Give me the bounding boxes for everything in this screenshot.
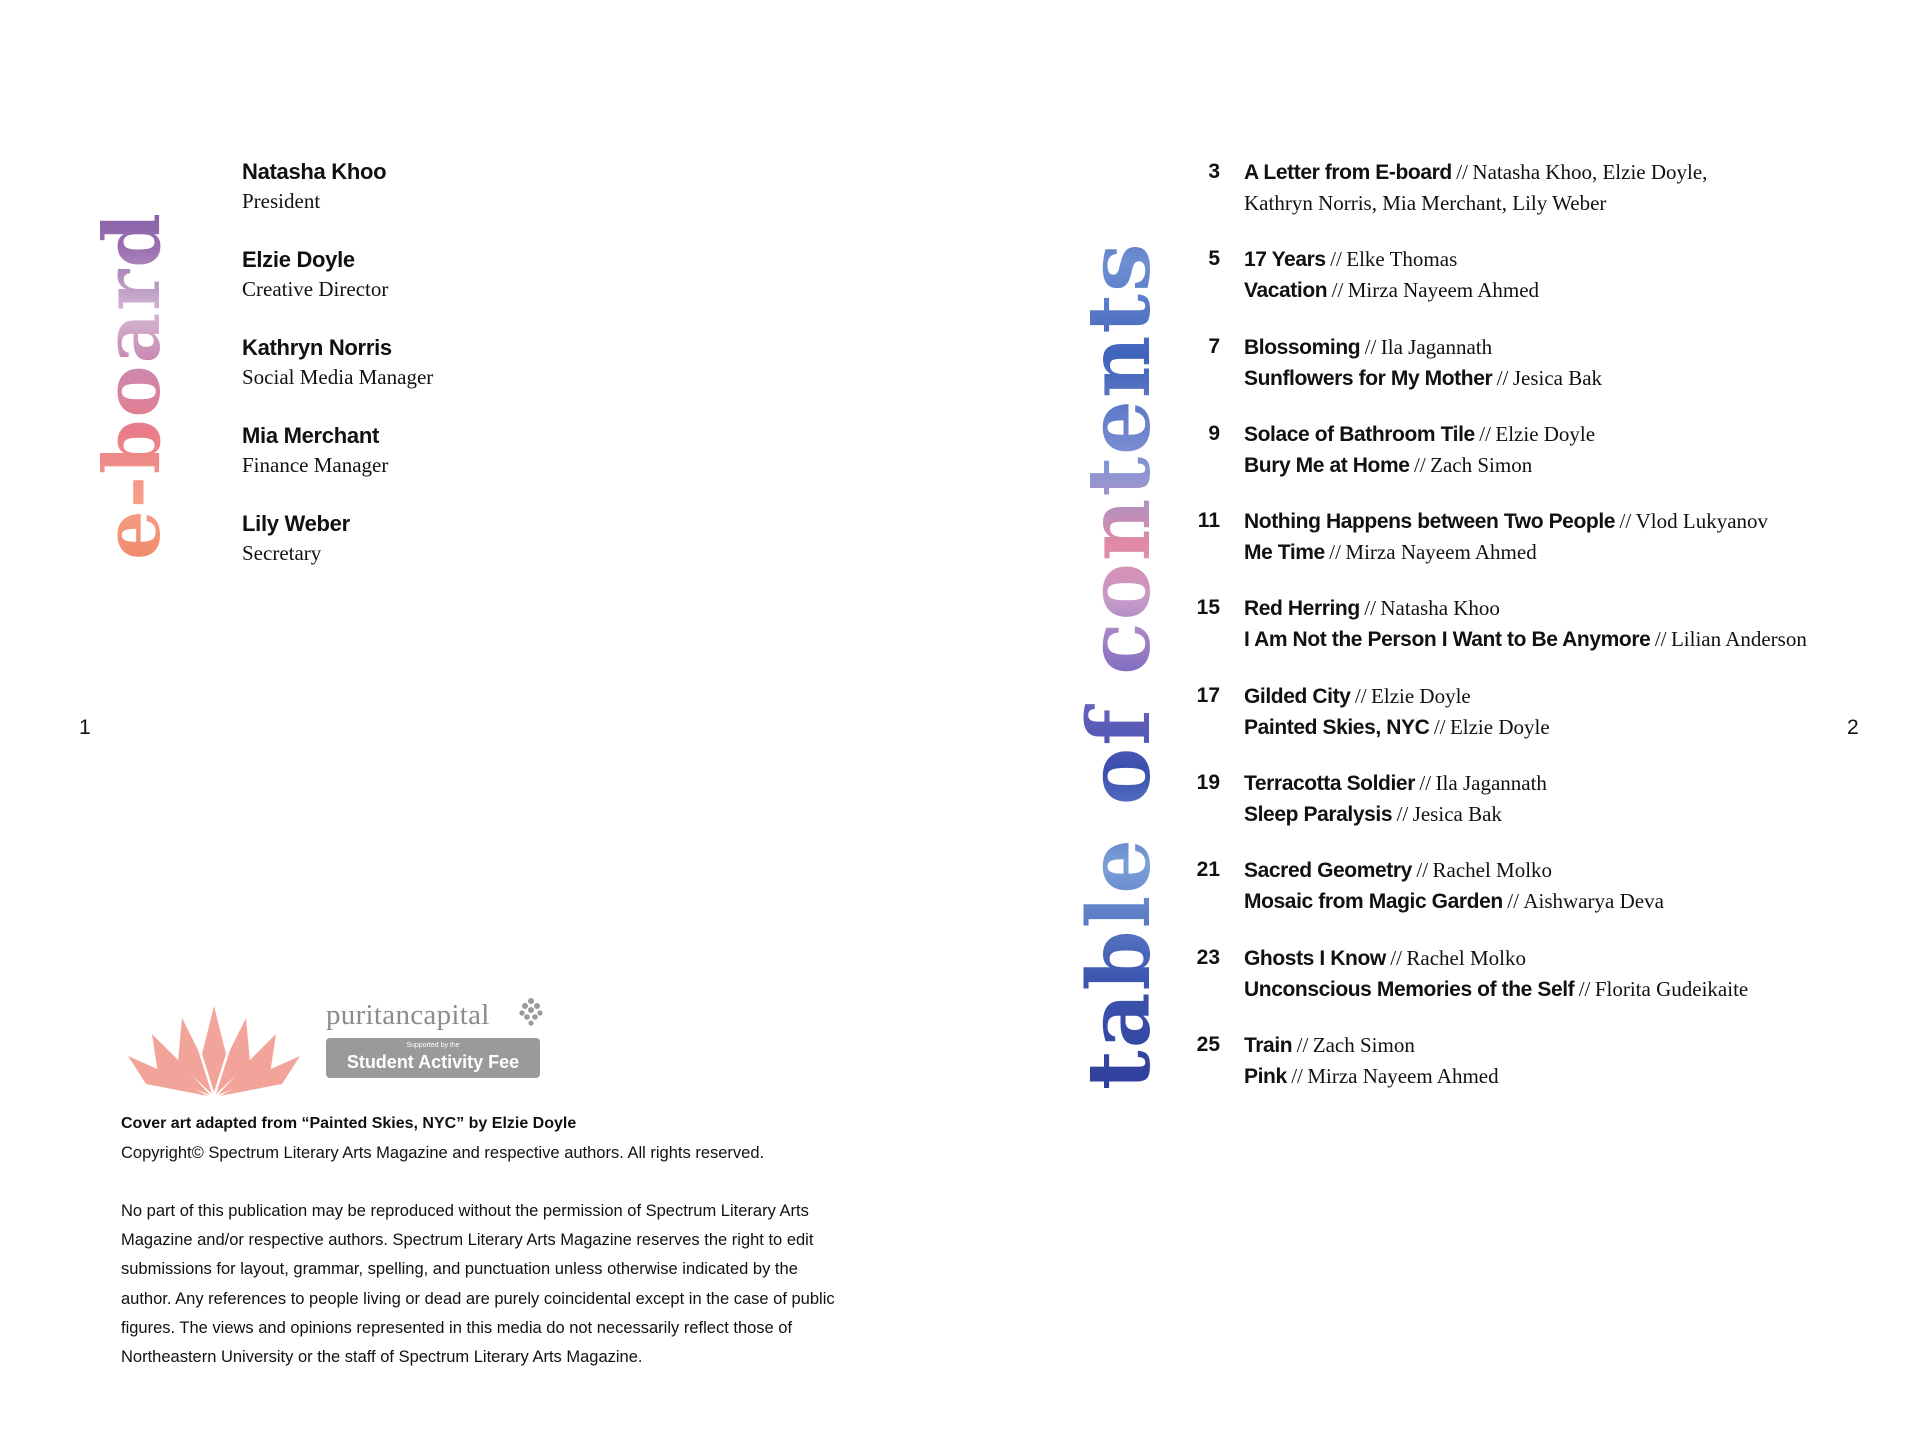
toc-separator: // — [1414, 452, 1426, 477]
toc-title: Sunflowers for My Mother — [1244, 366, 1493, 390]
member-name: Natasha Khoo — [242, 159, 387, 184]
toc-entry — [1244, 594, 1904, 625]
toc-separator: // — [1291, 1063, 1303, 1088]
eboard-member-list — [242, 158, 433, 598]
member-name: Lily Weber — [242, 511, 350, 536]
fee-badge-label: Student Activity Fee — [346, 1052, 520, 1072]
toc-page-number: 7 — [1208, 334, 1220, 358]
toc-title: Sleep Paralysis — [1244, 803, 1393, 827]
toc-title: Train — [1244, 1033, 1293, 1057]
toc-title: I Am Not the Person I Want to Be Anymore — [1244, 628, 1651, 652]
member-name: Elzie Doyle — [242, 247, 355, 272]
toc-entry — [1244, 975, 1904, 1006]
toc-page-number: 23 — [1196, 945, 1220, 969]
toc-entry — [1244, 713, 1904, 744]
toc-title: Me Time — [1244, 541, 1325, 565]
toc-author: Elzie Doyle — [1449, 714, 1550, 739]
toc-title: 17 Years — [1244, 248, 1326, 272]
toc-page-number: 19 — [1196, 771, 1220, 795]
puritan-capital-logo — [326, 998, 546, 1078]
member-role: President — [242, 189, 321, 213]
toc-page-number: 11 — [1197, 509, 1220, 533]
eboard-member — [242, 158, 433, 246]
toc-author: Elke Thomas — [1346, 247, 1458, 272]
member-role: Finance Manager — [242, 453, 389, 477]
toc-separator: // — [1331, 278, 1344, 303]
toc-author: Mirza Nayeem Ahmed — [1345, 540, 1537, 565]
toc-author: Vlod Lukyanov — [1635, 509, 1769, 534]
toc-separator: // — [1416, 858, 1429, 883]
toc-separator: // — [1419, 771, 1432, 796]
toc-author: Mirza Nayeem Ahmed — [1347, 278, 1540, 303]
toc-title: Painted Skies, NYC — [1244, 715, 1430, 739]
cover-credit: Cover art adapted from “Painted Skies, NYC” by Elzie Doyle — [121, 1115, 577, 1132]
member-name: Mia Merchant — [242, 423, 379, 448]
toc-separator: // — [1456, 160, 1468, 184]
toc-title: Terracotta Soldier — [1244, 772, 1415, 796]
toc-author: Zach Simon — [1312, 1032, 1415, 1057]
toc-separator: // — [1507, 889, 1519, 914]
eboard-member — [242, 422, 433, 510]
toc-author: Jesica Bak — [1512, 365, 1603, 390]
member-role: Secretary — [242, 541, 322, 565]
toc-title: Red Herring — [1244, 597, 1360, 621]
toc-title: Nothing Happens between Two People — [1244, 510, 1616, 534]
toc-separator: // — [1654, 627, 1667, 652]
toc-author: Jesica Bak — [1412, 802, 1502, 827]
page-number-right: 2 — [1847, 716, 1859, 739]
toc-separator: // — [1496, 365, 1509, 390]
member-name: Kathryn Norris — [242, 335, 392, 360]
toc-author-continuation: Kathryn Norris, Mia Merchant, Lily Weber — [1244, 191, 1607, 215]
toc-title: A Letter from E-board — [1244, 161, 1452, 184]
toc-page-number: 17 — [1196, 683, 1220, 707]
eboard-member — [242, 246, 433, 334]
toc-separator: // — [1364, 334, 1377, 359]
toc-separator: // — [1619, 509, 1632, 534]
toc-separator: // — [1354, 683, 1367, 708]
eboard-heading: e-board — [88, 160, 178, 560]
toc-separator: // — [1364, 596, 1376, 621]
toc-entry — [1244, 625, 1904, 656]
toc-page-number: 25 — [1196, 1032, 1220, 1056]
toc-entry — [1244, 507, 1904, 538]
member-role: Social Media Manager — [242, 365, 434, 389]
toc-author: Natasha Khoo — [1380, 596, 1500, 621]
puritan-name: puritancapital — [326, 999, 490, 1031]
toc-entry — [1244, 1062, 1904, 1093]
toc-entry — [1244, 538, 1904, 569]
toc-author: Rachel Molko — [1406, 945, 1526, 970]
member-role: Creative Director — [242, 277, 389, 301]
toc-author: Ila Jagannath — [1435, 771, 1547, 796]
toc-entry — [1244, 856, 1904, 887]
toc-author: Zach Simon — [1430, 452, 1533, 477]
toc-entry — [1244, 333, 1904, 364]
toc-separator: // — [1329, 540, 1341, 565]
toc-page-number: 5 — [1208, 247, 1220, 271]
toc-author: Rachel Molko — [1432, 858, 1553, 883]
toc-author: Elzie Doyle — [1371, 683, 1471, 708]
toc-title: Blossoming — [1244, 335, 1361, 359]
toc-title: Solace of Bathroom Tile — [1244, 422, 1475, 446]
toc-entry — [1244, 276, 1904, 307]
toc-title: Mosaic from Magic Garden — [1244, 890, 1503, 914]
toc-author: Elzie Doyle — [1495, 421, 1596, 446]
toc-entry — [1244, 682, 1904, 713]
toc-author: Aishwarya Deva — [1523, 889, 1664, 914]
toc-entry — [1244, 451, 1904, 482]
table-of-contents-heading: table of contents — [1072, 150, 1168, 1090]
toc-entry — [1244, 769, 1904, 800]
toc-separator: // — [1479, 421, 1491, 446]
page-number-left: 1 — [79, 716, 91, 739]
toc-author: Mirza Nayeem Ahmed — [1307, 1063, 1499, 1088]
toc-author: Florita Gudeikaite — [1594, 976, 1749, 1001]
toc-separator: // — [1330, 247, 1342, 272]
toc-separator: // — [1396, 802, 1409, 827]
copyright-notice: Copyright© Spectrum Literary Arts Magazine and respective authors. All rights reserved. — [121, 1144, 765, 1162]
fee-badge-caption: Supported by the — [406, 1042, 460, 1049]
toc-entry — [1244, 800, 1904, 831]
toc-entry — [1244, 944, 1904, 975]
toc-title: Pink — [1244, 1064, 1287, 1088]
toc-separator: // — [1390, 945, 1402, 970]
toc-separator: // — [1296, 1032, 1309, 1057]
eboard-member — [242, 510, 433, 598]
pinecone-icon — [516, 996, 546, 1030]
toc-separator: // — [1433, 714, 1446, 739]
toc-page-number: 21 — [1196, 858, 1220, 882]
toc-separator: // — [1578, 976, 1591, 1001]
toc-author: Natasha Khoo, Elzie Doyle, — [1472, 160, 1708, 184]
disclaimer-paragraph: No part of this publication may be reproduced without the permission of Spectrum Literary Arts Magazine and/or respective authors. Spectrum Literary Arts Magazine reserves the right to edit submissions for layout, grammar, spelling, and punctuation unless otherwise indicated by the author. Any references to people living or dead are purely coincidental except in the case of public figures. The views and opinions represented in this media do not necessarily reflect those of Northeastern University or the staff of Spectrum Literary Arts Magazine. — [121, 1202, 835, 1367]
toc-page-number: 3 — [1208, 160, 1220, 183]
toc-entry — [1244, 420, 1904, 451]
toc-page-number: 15 — [1196, 596, 1220, 620]
toc-title: Vacation — [1244, 279, 1328, 303]
eboard-member — [242, 334, 433, 422]
toc-title: Bury Me at Home — [1244, 453, 1410, 477]
toc-entry — [1244, 364, 1904, 395]
student-activity-fee-badge — [326, 1038, 540, 1078]
toc-page-number: 9 — [1208, 421, 1220, 445]
toc-title: Unconscious Memories of the Self — [1244, 977, 1575, 1001]
toc-author: Lilian Anderson — [1670, 627, 1807, 652]
toc-title: Ghosts I Know — [1244, 946, 1386, 970]
toc-entry — [1244, 887, 1904, 918]
toc-entry — [1244, 1031, 1904, 1062]
toc-title: Sacred Geometry — [1244, 859, 1412, 883]
toc-entry — [1244, 158, 1904, 189]
lotus-logo-icon — [124, 1000, 304, 1096]
toc-entry — [1244, 245, 1904, 276]
toc-title: Gilded City — [1244, 684, 1351, 708]
toc-author: Ila Jagannath — [1380, 334, 1493, 359]
